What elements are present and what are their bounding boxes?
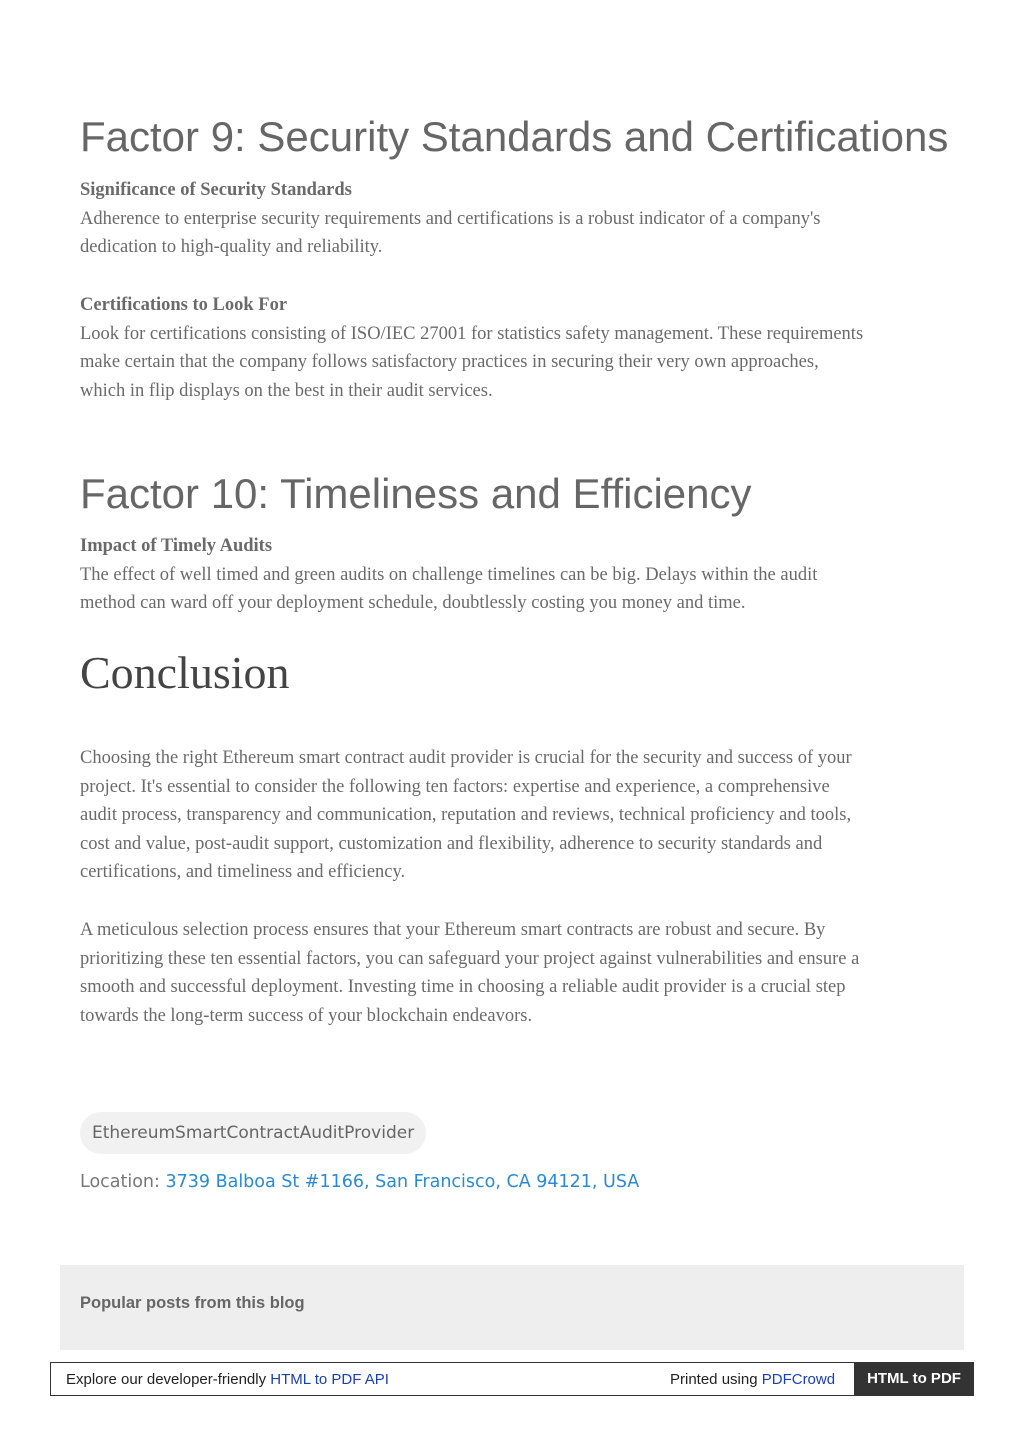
footer-printed-text: Printed using	[670, 1371, 762, 1388]
factor9-heading: Factor 9: Security Standards and Certifications	[80, 113, 949, 160]
text-line: which in flip displays on the best in their audit services.	[80, 380, 493, 401]
section-title: Significance of Security Standards	[80, 180, 352, 200]
pdfcrowd-footer	[50, 1362, 974, 1396]
text-line: project. It's essential to consider the following ten factors: expertise and experience, a comprehensive	[80, 776, 830, 797]
text-line: Choosing the right Ethereum smart contract audit provider is crucial for the security and success of your	[80, 748, 852, 768]
text-line: The effect of well timed and green audits on challenge timelines can be big. Delays within the audit	[80, 564, 818, 585]
popular-posts-heading: Popular posts from this blog	[80, 1294, 305, 1312]
text-line: towards the long-term success of your blockchain endeavors.	[80, 1005, 533, 1026]
text-line: cost and value, post-audit support, customization and flexibility, adherence to security standards and	[80, 833, 823, 854]
text-line: method can ward off your deployment schedule, doubtlessly costing you money and time.	[80, 593, 746, 613]
conclusion-paragraph-2	[80, 916, 950, 1030]
factor10-section-timely	[80, 532, 950, 618]
html-to-pdf-button[interactable]: HTML to PDF	[854, 1362, 974, 1396]
text-line: dedication to high-quality and reliability.	[80, 237, 383, 257]
factor9-section-significance	[80, 176, 950, 262]
conclusion-paragraph-1	[80, 744, 950, 887]
section-title: Impact of Timely Audits	[80, 536, 273, 556]
footer-printed	[670, 1371, 835, 1388]
text-line: Look for certifications consisting of ISO/IEC 27001 for statistics safety management. These requirements	[80, 323, 864, 344]
location	[80, 1172, 639, 1192]
text-line: audit process, transparency and communication, reputation and reviews, technical proficiency and tools,	[80, 805, 852, 825]
text-line: make certain that the company follows satisfactory practices in securing their very own approaches,	[80, 352, 819, 372]
text-line: A meticulous selection process ensures that your Ethereum smart contracts are robust and secure. By	[80, 920, 826, 940]
label-tag[interactable]: EthereumSmartContractAuditProvider	[80, 1112, 426, 1154]
conclusion-heading: Conclusion	[80, 647, 290, 698]
text-line: Adherence to enterprise security requirements and certifications is a robust indicator of a company's	[80, 208, 821, 229]
text-line: prioritizing these ten essential factors, you can safeguard your project against vulnerabilities and ensure a	[80, 948, 860, 969]
location-address-link[interactable]: 3739 Balboa St #1166, San Francisco, CA 94121, USA	[165, 1172, 640, 1192]
pdfcrowd-link[interactable]: PDFCrowd	[761, 1371, 836, 1388]
popular-posts-section	[60, 1265, 964, 1350]
html-to-pdf-api-link[interactable]: HTML to PDF API	[270, 1371, 389, 1388]
location-label: Location:	[80, 1172, 166, 1192]
text-line: smooth and successful deployment. Investing time in choosing a reliable audit provider is a crucial step	[80, 977, 846, 997]
text-line: certifications, and timeliness and efficiency.	[80, 862, 406, 882]
footer-explore-text: Explore our developer-friendly	[66, 1371, 271, 1388]
footer-explore	[66, 1371, 389, 1388]
factor9-section-certifications	[80, 291, 950, 405]
factor10-heading: Factor 10: Timeliness and Efficiency	[80, 470, 752, 517]
section-title: Certifications to Look For	[80, 295, 288, 315]
